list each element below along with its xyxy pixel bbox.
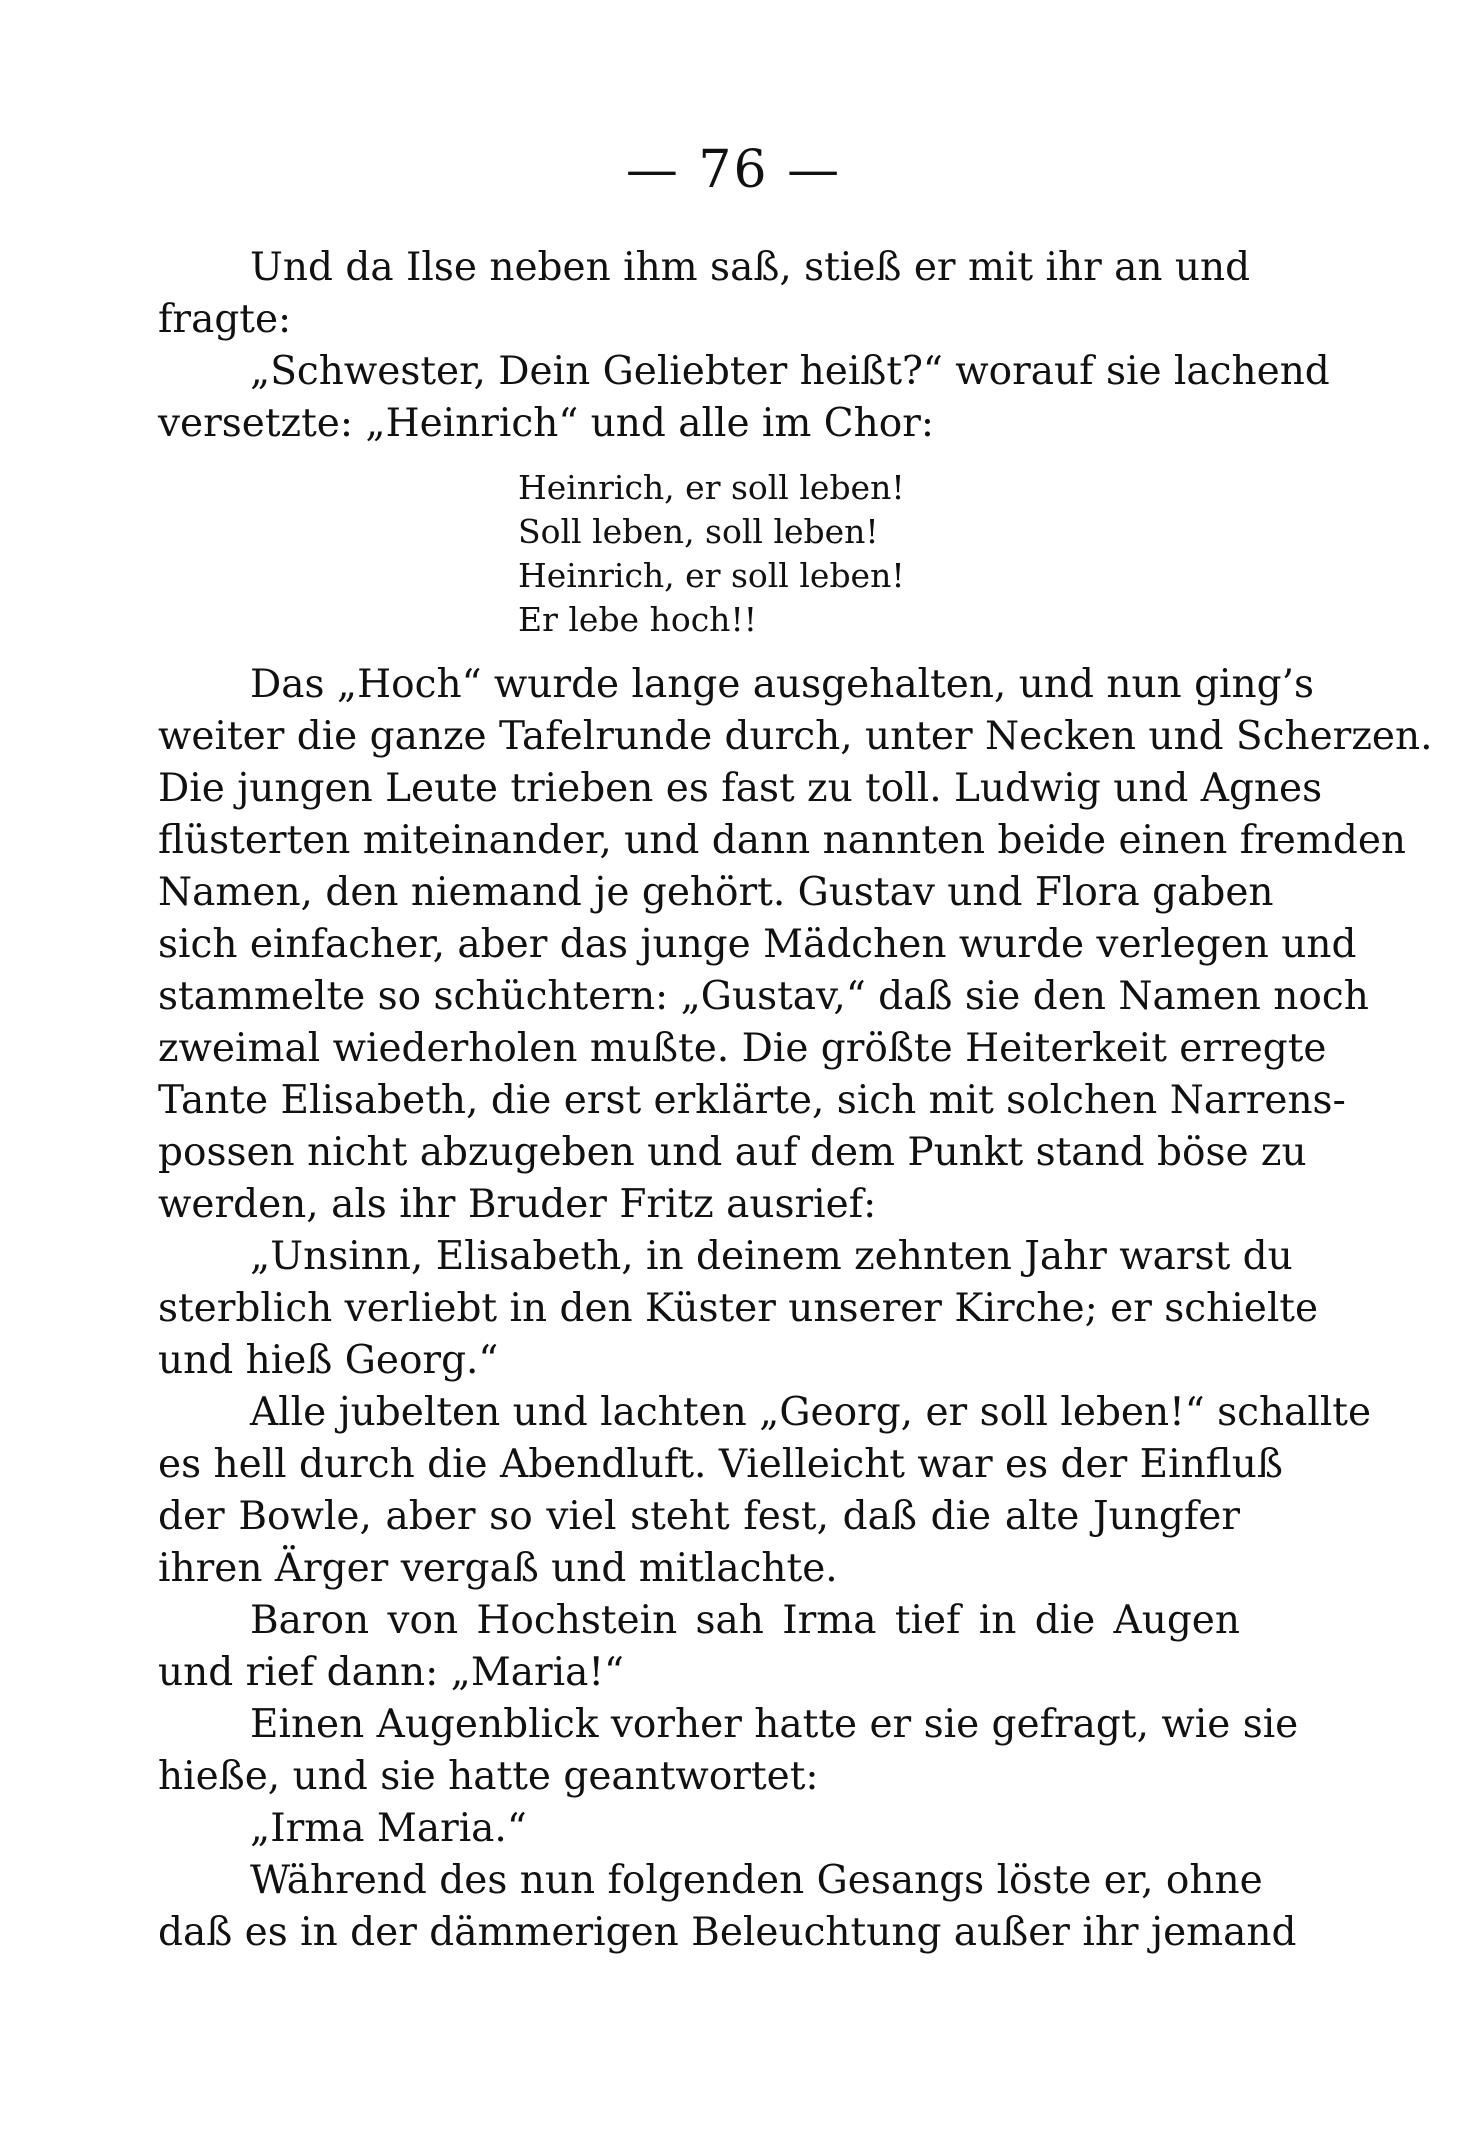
text-line: „Unsinn, Elisabeth, in deinem zehnten Jahr warst du [250, 1234, 1293, 1279]
text-line: sich einfacher, aber das junge Mädchen wurde verlegen und [158, 922, 1357, 967]
text-line: Einen Augenblick vorher hatte er sie gefragt, wie sie [250, 1702, 1299, 1747]
text-line: stammelte so schüchtern: „Gustav,“ daß sie den Namen noch [158, 974, 1369, 1019]
verse-line: Soll leben, soll leben! [518, 512, 879, 551]
page-number: — 76 — [625, 140, 842, 200]
text-line: daß es in der dämmerigen Beleuchtung außer ihr jemand [158, 1910, 1297, 1955]
text-line: Baron von Hochstein sah Irma tief in die Augen [250, 1598, 1240, 1643]
text-line: weiter die ganze Tafelrunde durch, unter Necken und Scherzen. [158, 714, 1433, 759]
verse-line: Heinrich, er soll leben! [518, 468, 905, 507]
text-line: und hieß Georg.“ [158, 1338, 499, 1383]
text-line: versetzte: „Heinrich“ und alle im Chor: [158, 401, 935, 446]
text-line: flüsterten miteinander, und dann nannten beide einen fremden [158, 818, 1407, 863]
text-line: werden, als ihr Bruder Fritz ausrief: [158, 1182, 877, 1227]
text-line: Während des nun folgenden Gesangs löste er, ohne [250, 1858, 1263, 1903]
text-line: und rief dann: „Maria!“ [158, 1650, 624, 1695]
text-line: zweimal wiederholen mußte. Die größte Heiterkeit erregte [158, 1026, 1327, 1071]
text-line: der Bowle, aber so viel steht fest, daß die alte Jungfer [158, 1494, 1240, 1539]
text-line: ihren Ärger vergaß und mitlachte. [158, 1546, 838, 1591]
text-line: Das „Hoch“ wurde lange ausgehalten, und nun ging’s [250, 662, 1315, 707]
text-line: Alle jubelten und lachten „Georg, er soll leben!“ schallte [250, 1390, 1372, 1435]
text-line: hieße, und sie hatte geantwortet: [158, 1754, 819, 1799]
text-line: Tante Elisabeth, die erst erklärte, sich mit solchen Narrens- [158, 1078, 1346, 1123]
verse-line: Er lebe hoch!! [518, 600, 757, 639]
text-line: Und da Ilse neben ihm saß, stieß er mit ihr an und [250, 245, 1251, 290]
text-line: sterblich verliebt in den Küster unserer Kirche; er schielte [158, 1286, 1319, 1331]
text-line: fragte: [158, 297, 292, 342]
text-line: Namen, den niemand je gehört. Gustav und Flora gaben [158, 870, 1274, 915]
text-line: es hell durch die Abendluft. Vielleicht war es der Einfluß [158, 1442, 1283, 1487]
text-line: „Schwester, Dein Geliebter heißt?“ worauf sie lachend [250, 349, 1330, 394]
text-line: Die jungen Leute trieben es fast zu toll. Ludwig und Agnes [158, 766, 1323, 811]
text-line: possen nicht abzugeben und auf dem Punkt stand böse zu [158, 1130, 1307, 1175]
text-line: „Irma Maria.“ [250, 1806, 527, 1851]
verse-line: Heinrich, er soll leben! [518, 556, 905, 595]
